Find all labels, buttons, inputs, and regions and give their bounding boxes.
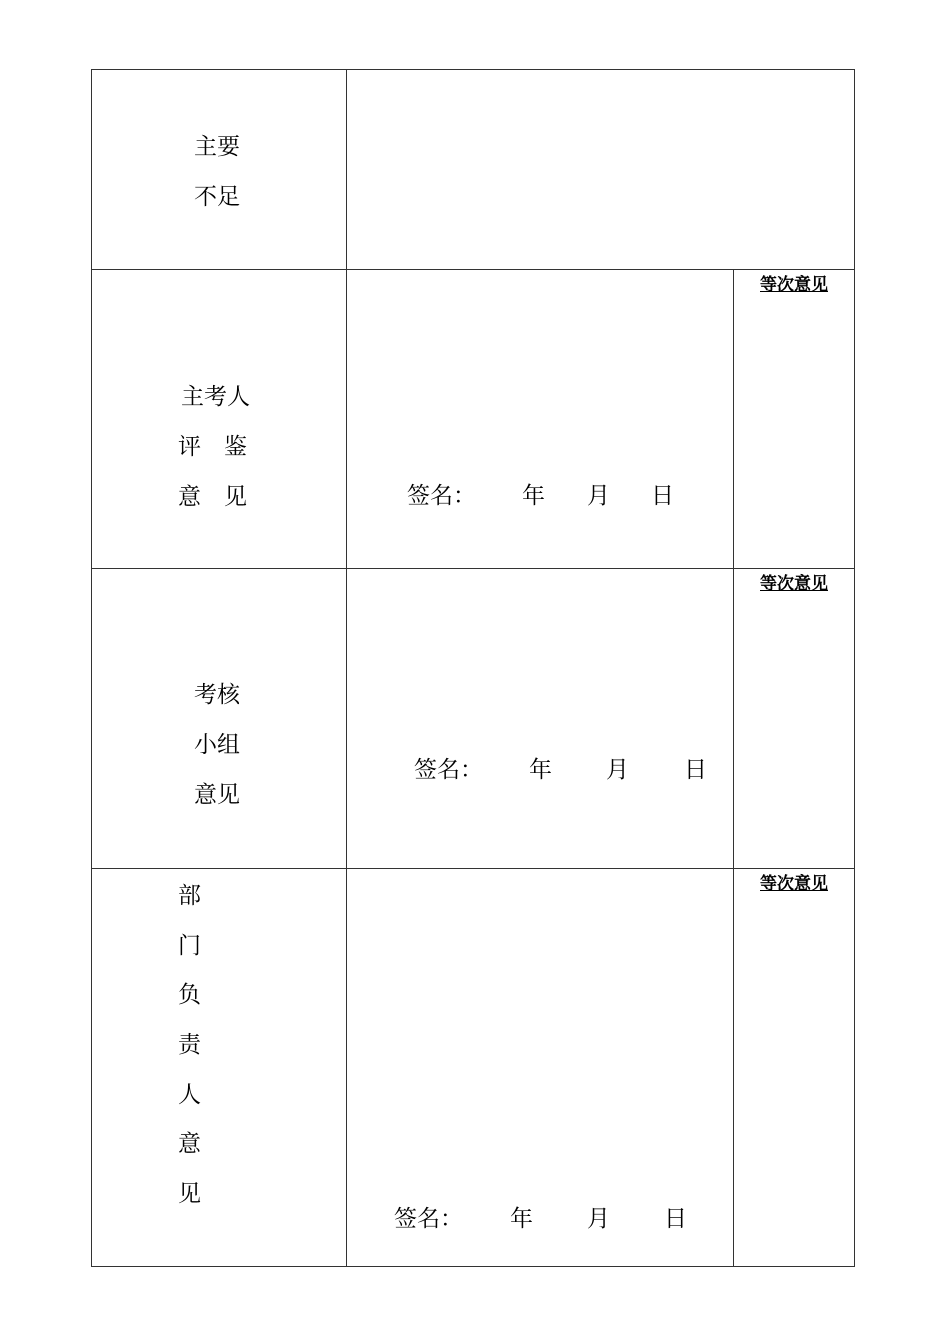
row-examiner-opinion (92, 270, 854, 569)
department-head-content-cell[interactable] (347, 869, 734, 1266)
examiner-label-line-2: 评 鉴 (178, 434, 247, 460)
department-head-label-char-1: 部 (178, 883, 201, 909)
examiner-day-label: 日 (651, 483, 674, 509)
department-head-year-label: 年 (510, 1206, 533, 1232)
examiner-month-label: 月 (587, 483, 610, 509)
department-head-month-label: 月 (587, 1206, 610, 1232)
shortcomings-content-cell[interactable] (347, 70, 854, 269)
examiner-label-line-1: 主考人 (181, 384, 250, 410)
department-head-label-cell (92, 869, 347, 1266)
department-head-grade-label: 等次意见 (760, 874, 828, 894)
examiner-label-line-3: 意 见 (178, 484, 247, 510)
panel-content-cell[interactable] (347, 569, 734, 868)
department-head-label-char-7: 见 (178, 1181, 201, 1207)
shortcomings-label-cell (92, 70, 347, 269)
examiner-grade-cell[interactable] (734, 270, 854, 568)
department-head-label-char-5: 人 (178, 1082, 201, 1108)
examiner-grade-label: 等次意见 (760, 275, 828, 295)
panel-label-line-3: 意见 (194, 782, 240, 808)
panel-grade-label: 等次意见 (760, 574, 828, 594)
examiner-signature-label: 签名： (407, 483, 476, 509)
row-shortcomings (92, 70, 854, 270)
panel-day-label: 日 (684, 757, 707, 783)
examiner-label-cell (92, 270, 347, 568)
department-head-day-label: 日 (664, 1206, 687, 1232)
evaluation-form-table (91, 69, 855, 1267)
panel-grade-cell[interactable] (734, 569, 854, 868)
panel-label-line-1: 考核 (194, 682, 240, 708)
panel-label-line-2: 小组 (194, 732, 240, 758)
department-head-grade-cell[interactable] (734, 869, 854, 1266)
panel-year-label: 年 (529, 757, 552, 783)
department-head-label-char-2: 门 (178, 933, 201, 959)
panel-month-label: 月 (606, 757, 629, 783)
row-panel-opinion (92, 569, 854, 869)
shortcomings-label-line-1: 主要 (194, 134, 240, 160)
department-head-label-char-3: 负 (178, 982, 201, 1008)
panel-signature-label: 签名： (414, 757, 483, 783)
panel-label-cell (92, 569, 347, 868)
department-head-label-char-4: 责 (178, 1032, 201, 1058)
department-head-signature-label: 签名： (394, 1206, 463, 1232)
examiner-year-label: 年 (522, 483, 545, 509)
shortcomings-label-line-2: 不足 (194, 184, 240, 210)
row-department-head-opinion (92, 869, 854, 1266)
department-head-label-char-6: 意 (178, 1131, 201, 1157)
examiner-content-cell[interactable] (347, 270, 734, 568)
